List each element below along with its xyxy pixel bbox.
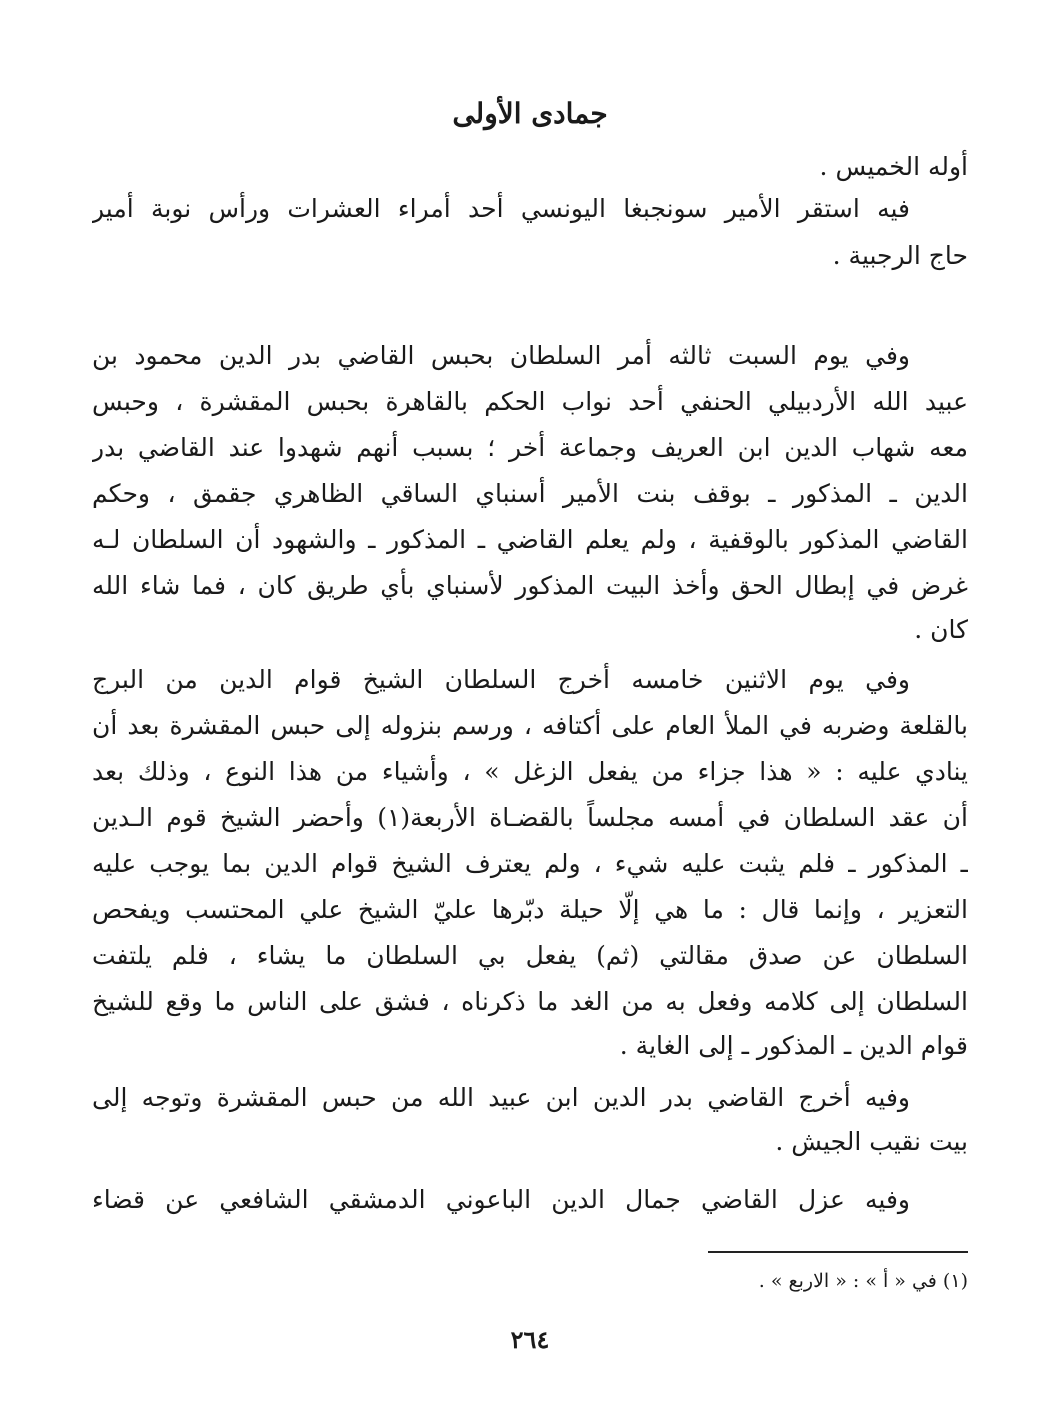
text-line: وفي يوم الاثنين خامسه أخرج السلطان الشيخ قوام الدين من البرج xyxy=(92,665,910,694)
text-line: غرض في إبطال الحق وأخذ البيت المذكور لأسنباي بأي طريق كان ، فما شاء الله xyxy=(92,571,968,600)
text-line: السلطان إلى كلامه وفعل به من الغد ما ذكرناه ، فشق على الناس ما وقع للشيخ xyxy=(92,987,968,1016)
document-page xyxy=(92,0,968,1414)
text-line: القاضي المذكور بالوقفية ، ولم يعلم القاضي ـ المذكور ـ والشهود أن السلطان لـه xyxy=(92,525,968,554)
text-line: كان . xyxy=(914,615,968,644)
text-line: السلطان عن صدق مقالتي (ثم) يفعل بي السلطان ما يشاء ، فلم يلتفت xyxy=(92,941,968,970)
text-line: التعزير ، وإنما قال : ما هي إلّا حيلة دبّرها عليّ الشيخ علي المحتسب ويفحص xyxy=(92,895,968,924)
text-line: عبيد الله الأردبيلي الحنفي أحد نواب الحكم بالقاهرة بحبس المقشرة ، وحبس xyxy=(92,387,968,416)
text-line: وفي يوم السبت ثالثه أمر السلطان بحبس القاضي بدر الدين محمود بن xyxy=(92,341,910,370)
footnote-divider xyxy=(708,1251,968,1253)
section-heading: جمادى الأولى xyxy=(452,97,608,130)
text-line: بالقلعة وضربه في الملأ العام على أكتافه ، ورسم بنزوله إلى حبس المقشرة بعد أن xyxy=(92,711,968,740)
text-line: بيت نقيب الجيش . xyxy=(775,1127,968,1156)
page-number: ٢٦٤ xyxy=(510,1325,550,1354)
text-line: الدين ـ المذكور ـ بوقف بنت الأمير أسنباي الساقي الظاهري جقمق ، وحكم xyxy=(92,479,968,508)
footnote: (١) في « أ » : « الاربع » . xyxy=(758,1270,968,1292)
text-line: أن عقد السلطان في أمسه مجلساً بالقضـاة الأربعة(١) وأحضر الشيخ قوم الـدين xyxy=(92,803,968,832)
text-line: أوله الخميس . xyxy=(819,152,968,181)
text-line: قوام الدين ـ المذكور ـ إلى الغاية . xyxy=(619,1031,968,1060)
text-line: وفيه أخرج القاضي بدر الدين ابن عبيد الله من حبس المقشرة وتوجه إلى xyxy=(92,1083,910,1112)
text-line: ـ المذكور ـ فلم يثبت عليه شيء ، ولم يعترف الشيخ قوام الدين بما يوجب عليه xyxy=(92,849,968,878)
text-line: ينادي عليه : « هذا جزاء من يفعل الزغل » ، وأشياء من هذا النوع ، وذلك بعد xyxy=(92,757,968,786)
text-line: حاج الرجبية . xyxy=(832,241,968,270)
text-line: فيه استقر الأمير سونجبغا اليونسي أحد أمراء العشرات ورأس نوبة أمير xyxy=(92,194,910,223)
text-line: وفيه عزل القاضي جمال الدين الباعوني الدمشقي الشافعي عن قضاء xyxy=(92,1185,910,1214)
text-line: معه شهاب الدين ابن العريف وجماعة أخر ؛ بسبب أنهم شهدوا عند القاضي بدر xyxy=(92,433,968,462)
